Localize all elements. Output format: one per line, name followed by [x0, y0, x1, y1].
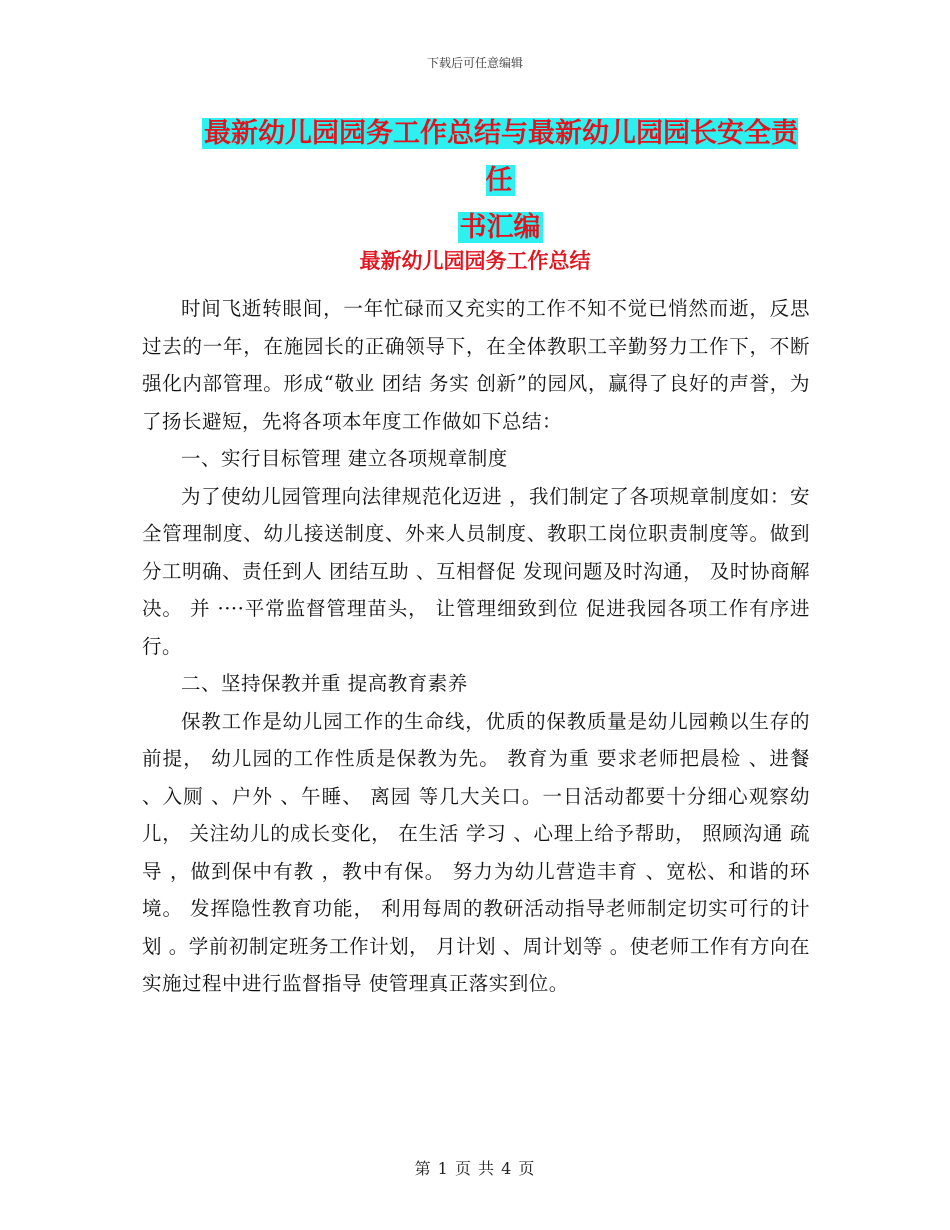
- page-number-footer: 第 1 页 共 4 页: [414, 1159, 536, 1178]
- heading-care-education: 二、坚持保教并重 提高教育素养: [181, 672, 468, 695]
- paragraph-care-education: 保教工作是幼儿园工作的生命线，优质的保教质量是幼儿园赖以生存的前提， 幼儿园的工作性质是保教为先。 教育为重 要求老师把晨检 、进餐 、入厕 、户外 、午睡、 离园 等几大关口。一日活动都要十分细心观察幼儿， 关注幼儿的成长变化， 在生活 学习 、心理上给予帮助， 照顾沟通 疏导 ，做到保中有教 ，教中有保。 努力为幼儿营造丰育 、宽松、和谐的环境。 发挥隐性教育功能， 利用每周的教研活动指导老师制定切实可行的计划 。学前初制定班务工作计划， 月计划 、周计划等 。使老师工作有方向在实施过程中进行监督指导 使管理真正落实到位。: [142, 709, 810, 995]
- header-note: 下载后可任意编辑: [426, 56, 523, 70]
- paragraph-intro: 时间飞逝转眼间，一年忙碌而又充实的工作不知不觉已悄然而逝，反思过去的一年，在施园长的正确领导下，在全体教职工辛勤努力工作下，不断强化内部管理。形成“敬业 团结 务实 创新”的园风，赢得了良好的声誉，为了扬长避短，先将各项本年度工作做如下总结：: [142, 297, 810, 433]
- heading-target-management: 一、实行目标管理 建立各项规章制度: [181, 447, 508, 470]
- document-body: [142, 290, 810, 1003]
- document-title: [190, 110, 810, 251]
- paragraph-rules: 为了使幼儿园管理向法律规范化迈进 ，我们制定了各项规章制度如：安全管理制度、幼儿接送制度、外来人员制度、教职工岗位职责制度等。做到分工明确、责任到人 团结互助 、互相督促 发现问题及时沟通， 及时协商解决。 并 ····平常监督管理苗头， 让管理细致到位 促进我园各项工作有序进行。: [142, 484, 810, 658]
- document-title-line-2: 书汇编: [459, 212, 541, 243]
- section-title: 最新幼儿园园务工作总结: [359, 249, 591, 273]
- document-title-line-1: 最新幼儿园园务工作总结与最新幼儿园园长安全责任: [204, 118, 798, 196]
